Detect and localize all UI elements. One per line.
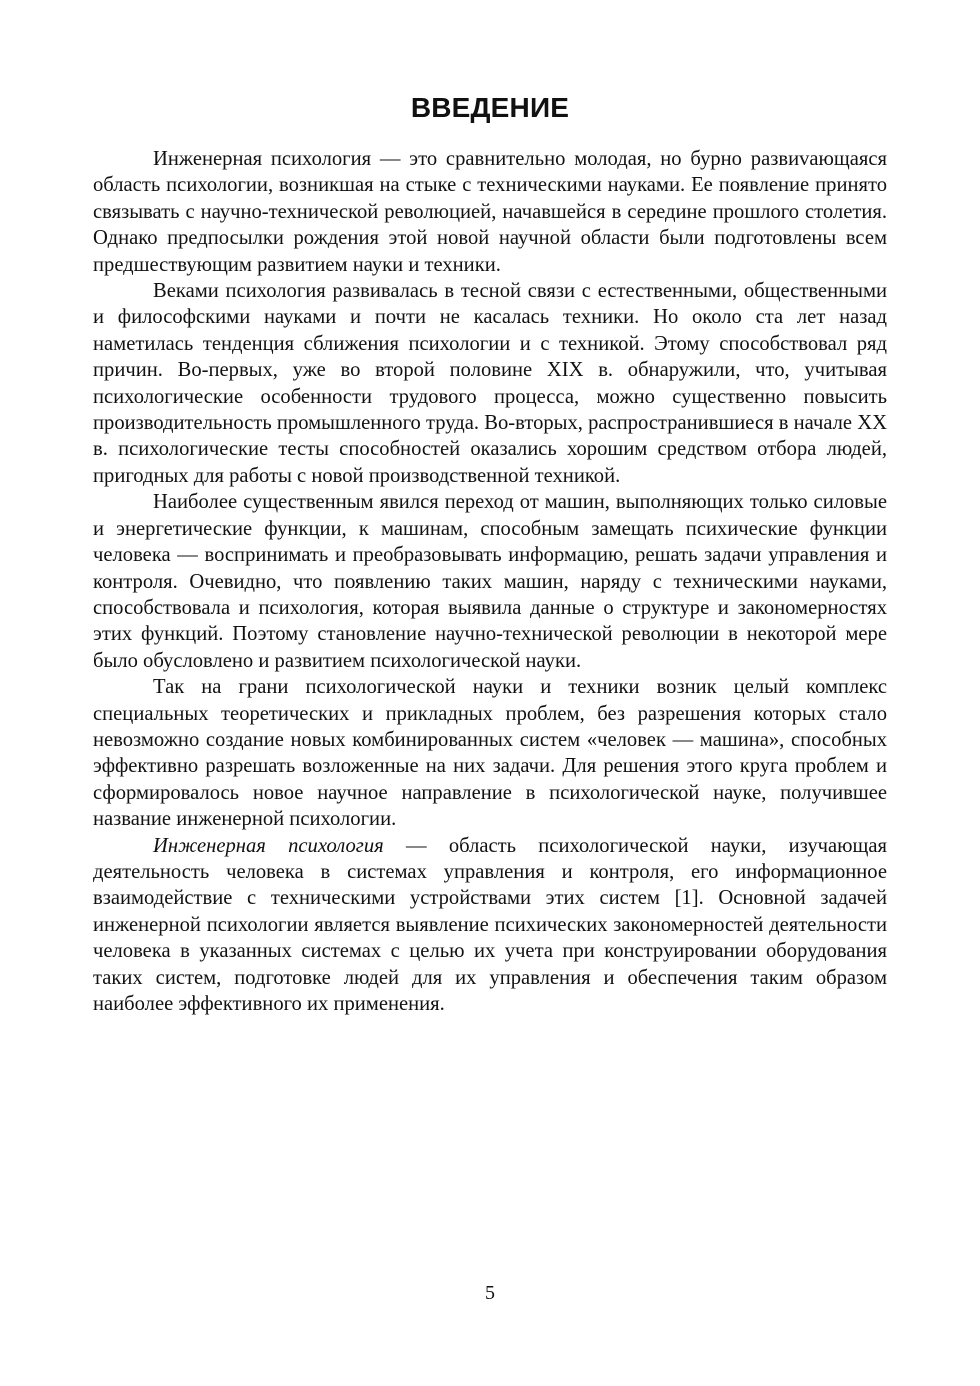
defined-term: Инженерная психология	[153, 834, 384, 857]
paragraph-3: Наиболее существенным явился переход от машин, выполняющих только силовые и энергетические функции, к машинам, способным замещать психические функции человека — воспринимать и преобразовывать информацию, решать задачи управления и контроля. Очевидно, что появлению таких машин, наряду с техническими науками, способствовала и психология, которая выявила данные о структуре и закономерностях этих функций. Поэтому становление научно-технической революции в некоторой мере было обусловлено и развитием психологической науки.	[93, 491, 887, 672]
paragraph-1: Инженерная психология — это сравнительно молодая, но бурно развиvающаяся область психологии, возникшая на стыке с техническими науками. Ее появление принято связывать с научно-технической революцией, начавшейся в середине прошлого столетия. Однако предпосылки рождения этой новой научной области были подготовлены всем предшествующим развитием науки и техники.	[93, 148, 887, 276]
page-number: 5	[485, 1282, 495, 1304]
page-title: ВВЕДЕНИЕ	[410, 92, 570, 123]
definition-text: — область психологической науки, изучающая деятельность человека в системах управления и контроля, его информационное взаимодействие с техническими устройствами этих систем [1]. Основной задачей инженерной психологии является выявление психических закономерностей деятельности человека в указанных системах с целью их учета при конструировании оборудования таких систем, подготовке людей для их управления и обеспечения таким образом наиболее эффективного их применения.	[93, 834, 887, 1015]
body-text	[93, 146, 887, 1017]
paragraph-5	[93, 833, 887, 1018]
paragraph-2: Веками психология развивалась в тесной связи с естественными, общественными и философскими науками и почти не касалась техники. Но около ста лет назад наметилась тенденция сближения психологии и с техникой. Этому способствовал ряд причин. Во-первых, уже во второй половине XIX в. обнаружили, что, учитывая психологические особенности трудового процесса, можно существенно повысить производительность промышленного труда. Во-вторых, распространившиеся в начале XX в. психологические тесты способностей оказались хорошим средством отбора людей, пригодных для работы с новой производственной техникой.	[93, 280, 887, 487]
paragraph-4: Так на грани психологической науки и техники возник целый комплекс специальных теоретических и прикладных проблем, без разрешения которых стало невозможно создание новых комбинированных систем «человек — машина», способных эффективно разрешать возложенные на них задачи. Для решения этого круга проблем и сформировалось новое научное направление в психологической науке, получившее название инженерной психологии.	[93, 676, 887, 831]
